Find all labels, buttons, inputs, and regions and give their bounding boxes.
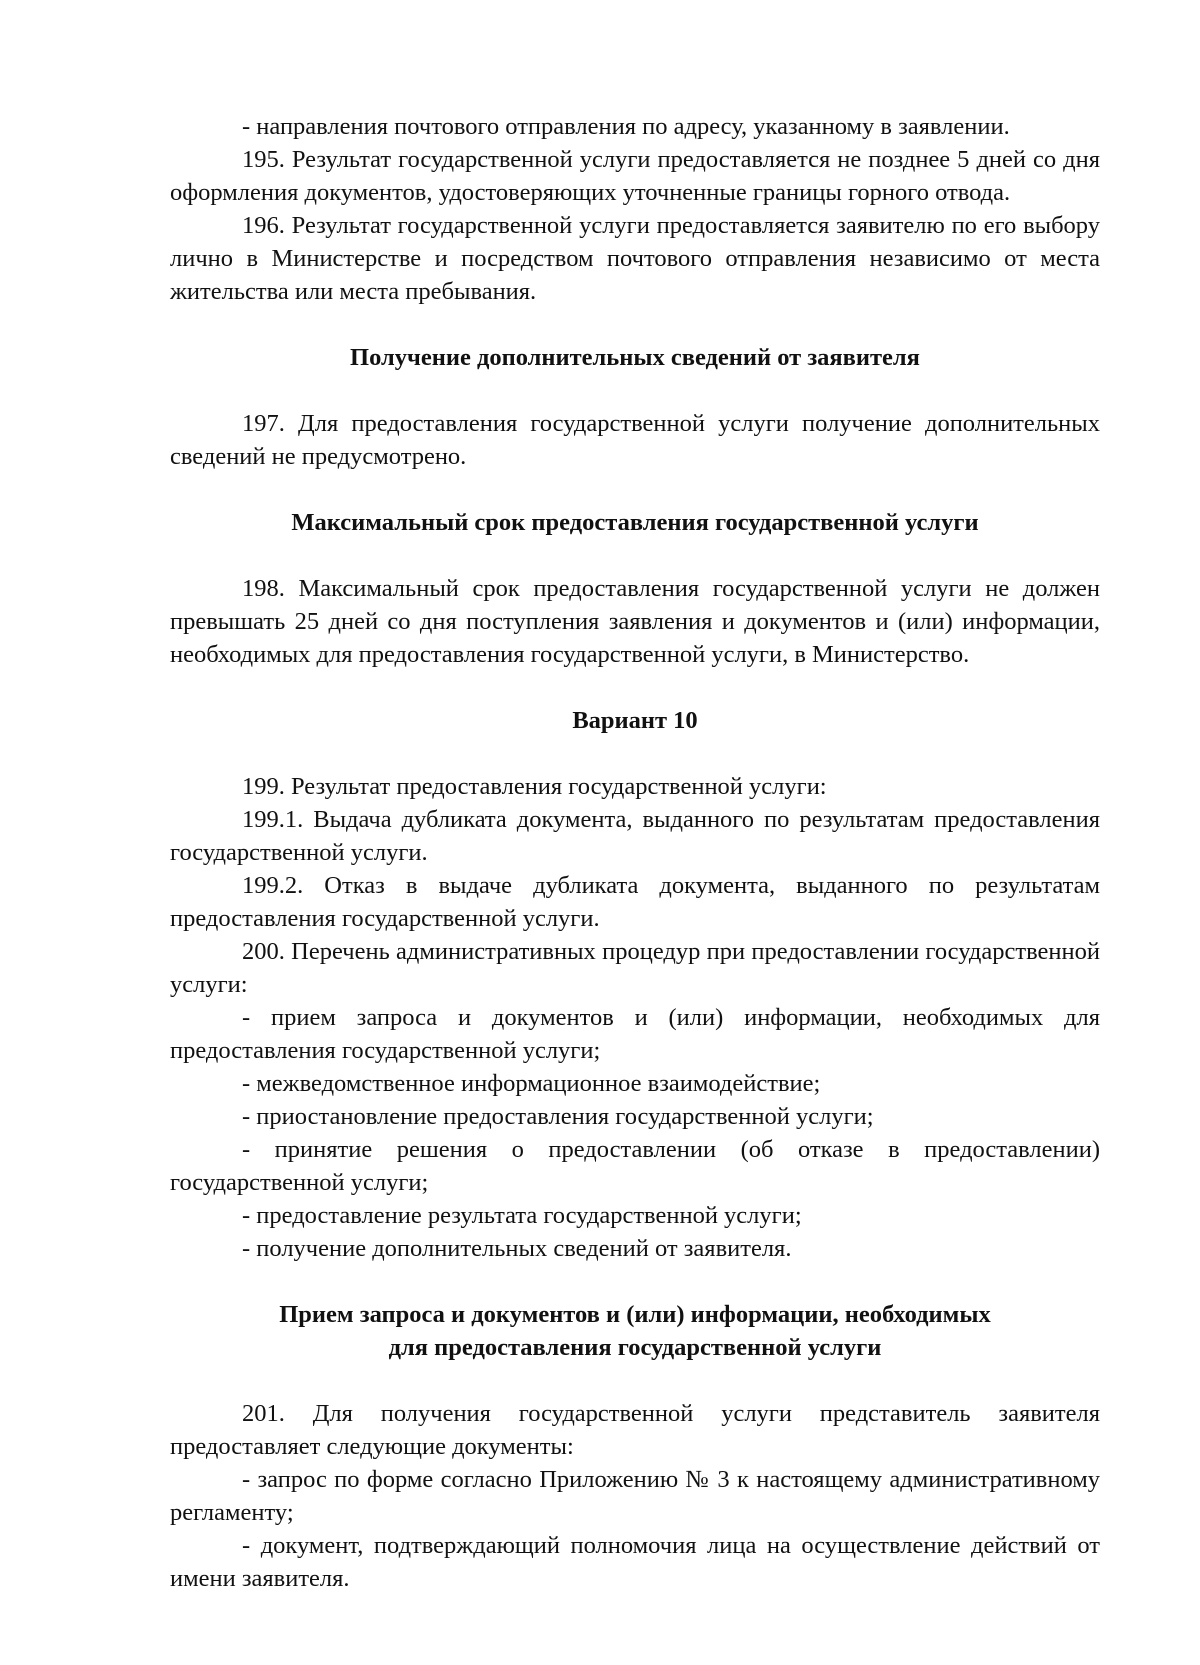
list-item-additional-info: - получение дополнительных сведений от заявителя. bbox=[242, 1235, 792, 1262]
heading-line: Максимальный срок предоставления государственной услуги bbox=[291, 509, 979, 536]
heading-variant-10 bbox=[170, 704, 1100, 737]
list-item-suspension: - приостановление предоставления государственной услуги; bbox=[242, 1103, 874, 1130]
list-item-result-delivery: - предоставление результата государственной услуги; bbox=[242, 1202, 802, 1229]
paragraph-195: 195. Результат государственной услуги предоставляется не позднее 5 дней со дня оформления документов, удостоверяющих уточненные границы горного отвода. bbox=[170, 146, 1100, 206]
paragraph-199-2: 199.2. Отказ в выдаче дубликата документа, выданного по результатам предоставления государственной услуги. bbox=[170, 872, 1100, 932]
paragraph-197: 197. Для предоставления государственной услуги получение дополнительных сведений не предусмотрено. bbox=[170, 410, 1100, 470]
list-item-request-form: - запрос по форме согласно Приложению № 3 к настоящему административному регламенту; bbox=[170, 1466, 1100, 1526]
heading-additional-info bbox=[170, 341, 1100, 374]
heading-request-reception bbox=[170, 1298, 1100, 1364]
paragraph-198: 198. Максимальный срок предоставления государственной услуги не должен превышать 25 дней со дня поступления заявления и документов и (или) информации, необходимых для предоставления государственной услуги, в Министерство. bbox=[170, 575, 1100, 668]
list-item-authority-document: - документ, подтверждающий полномочия лица на осуществление действий от имени заявителя. bbox=[170, 1532, 1100, 1592]
heading-max-term bbox=[170, 506, 1100, 539]
paragraph-199-1: 199.1. Выдача дубликата документа, выданного по результатам предоставления государственной услуги. bbox=[170, 806, 1100, 866]
paragraph-199: 199. Результат предоставления государственной услуги: bbox=[242, 773, 827, 800]
heading-line: Вариант 10 bbox=[572, 707, 698, 734]
paragraph-200: 200. Перечень административных процедур при предоставлении государственной услуги: bbox=[170, 938, 1100, 998]
paragraph-postal-item: - направления почтового отправления по адресу, указанному в заявлении. bbox=[242, 113, 1010, 140]
heading-line: Прием запроса и документов и (или) информации, необходимых bbox=[279, 1301, 991, 1328]
document-page bbox=[170, 110, 1100, 1595]
paragraph-201: 201. Для получения государственной услуги представитель заявителя предоставляет следующие документы: bbox=[170, 1400, 1100, 1460]
list-item-request-reception: - прием запроса и документов и (или) информации, необходимых для предоставления государственной услуги; bbox=[170, 1004, 1100, 1064]
paragraph-196: 196. Результат государственной услуги предоставляется заявителю по его выбору лично в Министерстве и посредством почтового отправления независимо от места жительства или места пребывания. bbox=[170, 212, 1100, 305]
heading-line: Получение дополнительных сведений от заявителя bbox=[350, 344, 920, 371]
heading-line: для предоставления государственной услуги bbox=[388, 1334, 882, 1361]
list-item-interagency: - межведомственное информационное взаимодействие; bbox=[242, 1070, 821, 1097]
list-item-decision: - принятие решения о предоставлении (об отказе в предоставлении) государственной услуги; bbox=[170, 1136, 1100, 1196]
